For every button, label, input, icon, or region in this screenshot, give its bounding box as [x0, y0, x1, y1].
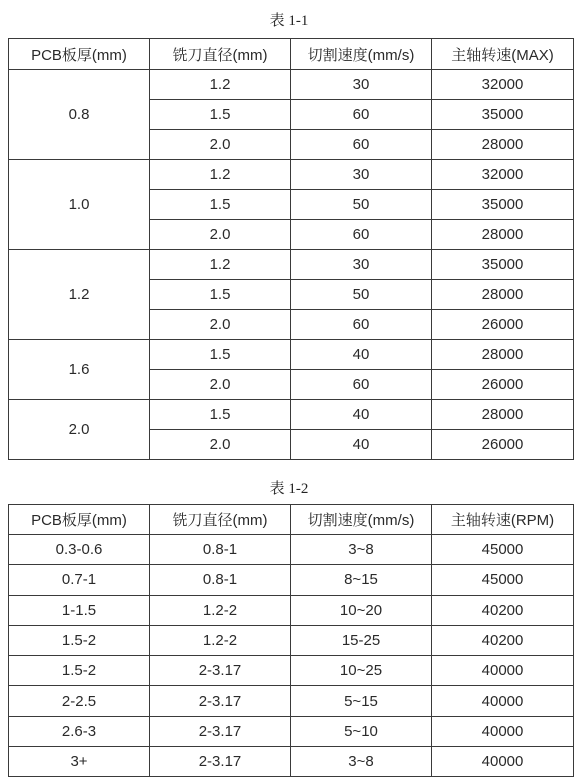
table-row — [9, 686, 574, 716]
cutting-speed-cell: 3~8 — [291, 535, 432, 565]
table-row — [9, 716, 574, 746]
table2 — [8, 504, 574, 777]
spindle-speed-cell: 45000 — [432, 535, 574, 565]
pcb-thickness-cell: 3+ — [9, 747, 150, 777]
cutting-speed-cell: 10~25 — [291, 656, 432, 686]
table-row — [9, 250, 574, 280]
cutter-diameter-cell: 2.0 — [150, 430, 291, 460]
cutting-speed-cell: 40 — [291, 340, 432, 370]
cutter-diameter-cell: 1.2 — [150, 160, 291, 190]
table-row — [9, 656, 574, 686]
table-row — [9, 565, 574, 595]
header-spindle-speed: 主轴转速(MAX) — [432, 39, 574, 70]
spindle-speed-cell: 28000 — [432, 340, 574, 370]
spindle-speed-cell: 28000 — [432, 400, 574, 430]
pcb-thickness-cell: 0.8 — [9, 70, 150, 160]
table-row — [9, 340, 574, 370]
cutter-diameter-cell: 1.2-2 — [150, 595, 291, 625]
cutter-diameter-cell: 1.2-2 — [150, 625, 291, 655]
spindle-speed-cell: 40000 — [432, 716, 574, 746]
spindle-speed-cell: 26000 — [432, 310, 574, 340]
cutting-speed-cell: 5~15 — [291, 686, 432, 716]
spindle-speed-cell: 32000 — [432, 70, 574, 100]
cutting-speed-cell: 60 — [291, 100, 432, 130]
cutting-speed-cell: 15-25 — [291, 625, 432, 655]
spindle-speed-cell: 28000 — [432, 130, 574, 160]
cutter-diameter-cell: 1.5 — [150, 190, 291, 220]
spindle-speed-cell: 40000 — [432, 747, 574, 777]
header-spindle-speed: 主轴转速(RPM) — [432, 505, 574, 535]
cutter-diameter-cell: 1.5 — [150, 340, 291, 370]
cutting-speed-cell: 60 — [291, 220, 432, 250]
spindle-speed-cell: 26000 — [432, 430, 574, 460]
spindle-speed-cell: 35000 — [432, 100, 574, 130]
pcb-thickness-cell: 1.0 — [9, 160, 150, 250]
cutting-speed-cell: 8~15 — [291, 565, 432, 595]
cutting-speed-cell: 3~8 — [291, 747, 432, 777]
table1 — [8, 38, 574, 460]
cutter-diameter-cell: 1.5 — [150, 100, 291, 130]
cutter-diameter-cell: 1.2 — [150, 70, 291, 100]
pcb-thickness-cell: 2.6-3 — [9, 716, 150, 746]
pcb-thickness-cell: 0.3-0.6 — [9, 535, 150, 565]
cutting-speed-cell: 50 — [291, 280, 432, 310]
cutting-speed-cell: 60 — [291, 370, 432, 400]
pcb-thickness-cell: 1.5-2 — [9, 625, 150, 655]
header-pcb-thickness: PCB板厚(mm) — [9, 505, 150, 535]
table1-header-row — [9, 39, 574, 70]
cutter-diameter-cell: 2.0 — [150, 370, 291, 400]
cutter-diameter-cell: 2.0 — [150, 220, 291, 250]
table-row — [9, 160, 574, 190]
header-cutting-speed: 切割速度(mm/s) — [291, 505, 432, 535]
table-row — [9, 535, 574, 565]
header-pcb-thickness: PCB板厚(mm) — [9, 39, 150, 70]
table1-caption: 表 1-1 — [269, 13, 309, 29]
spindle-speed-cell: 32000 — [432, 160, 574, 190]
spindle-speed-cell: 35000 — [432, 250, 574, 280]
spindle-speed-cell: 40000 — [432, 686, 574, 716]
cutter-diameter-cell: 1.5 — [150, 280, 291, 310]
cutter-diameter-cell: 2-3.17 — [150, 747, 291, 777]
header-cutter-diameter: 铣刀直径(mm) — [150, 505, 291, 535]
spindle-speed-cell: 28000 — [432, 280, 574, 310]
cutting-speed-cell: 40 — [291, 400, 432, 430]
cutting-speed-cell: 50 — [291, 190, 432, 220]
spindle-speed-cell: 45000 — [432, 565, 574, 595]
spindle-speed-cell: 40200 — [432, 625, 574, 655]
cutter-diameter-cell: 1.2 — [150, 250, 291, 280]
pcb-thickness-cell: 1-1.5 — [9, 595, 150, 625]
spindle-speed-cell: 26000 — [432, 370, 574, 400]
cutting-speed-cell: 10~20 — [291, 595, 432, 625]
table-row — [9, 70, 574, 100]
cutting-speed-cell: 40 — [291, 430, 432, 460]
header-cutter-diameter: 铣刀直径(mm) — [150, 39, 291, 70]
pcb-thickness-cell: 2.0 — [9, 400, 150, 460]
cutting-speed-cell: 30 — [291, 250, 432, 280]
table-row — [9, 625, 574, 655]
cutting-speed-cell: 5~10 — [291, 716, 432, 746]
table-row — [9, 595, 574, 625]
pcb-thickness-cell: 1.5-2 — [9, 656, 150, 686]
header-cutting-speed: 切割速度(mm/s) — [291, 39, 432, 70]
cutting-speed-cell: 30 — [291, 70, 432, 100]
table2-header-row — [9, 505, 574, 535]
pcb-thickness-cell: 0.7-1 — [9, 565, 150, 595]
table2-caption: 表 1-2 — [269, 481, 309, 497]
spindle-speed-cell: 35000 — [432, 190, 574, 220]
pcb-thickness-cell: 1.6 — [9, 340, 150, 400]
cutter-diameter-cell: 0.8-1 — [150, 565, 291, 595]
spindle-speed-cell: 28000 — [432, 220, 574, 250]
cutter-diameter-cell: 2-3.17 — [150, 656, 291, 686]
pcb-thickness-cell: 1.2 — [9, 250, 150, 340]
cutter-diameter-cell: 2.0 — [150, 310, 291, 340]
spindle-speed-cell: 40000 — [432, 656, 574, 686]
cutter-diameter-cell: 0.8-1 — [150, 535, 291, 565]
cutting-speed-cell: 30 — [291, 160, 432, 190]
spindle-speed-cell: 40200 — [432, 595, 574, 625]
cutting-speed-cell: 60 — [291, 310, 432, 340]
cutting-speed-cell: 60 — [291, 130, 432, 160]
cutter-diameter-cell: 2.0 — [150, 130, 291, 160]
table-row — [9, 400, 574, 430]
cutter-diameter-cell: 2-3.17 — [150, 716, 291, 746]
table-row — [9, 747, 574, 777]
cutter-diameter-cell: 1.5 — [150, 400, 291, 430]
cutter-diameter-cell: 2-3.17 — [150, 686, 291, 716]
pcb-thickness-cell: 2-2.5 — [9, 686, 150, 716]
